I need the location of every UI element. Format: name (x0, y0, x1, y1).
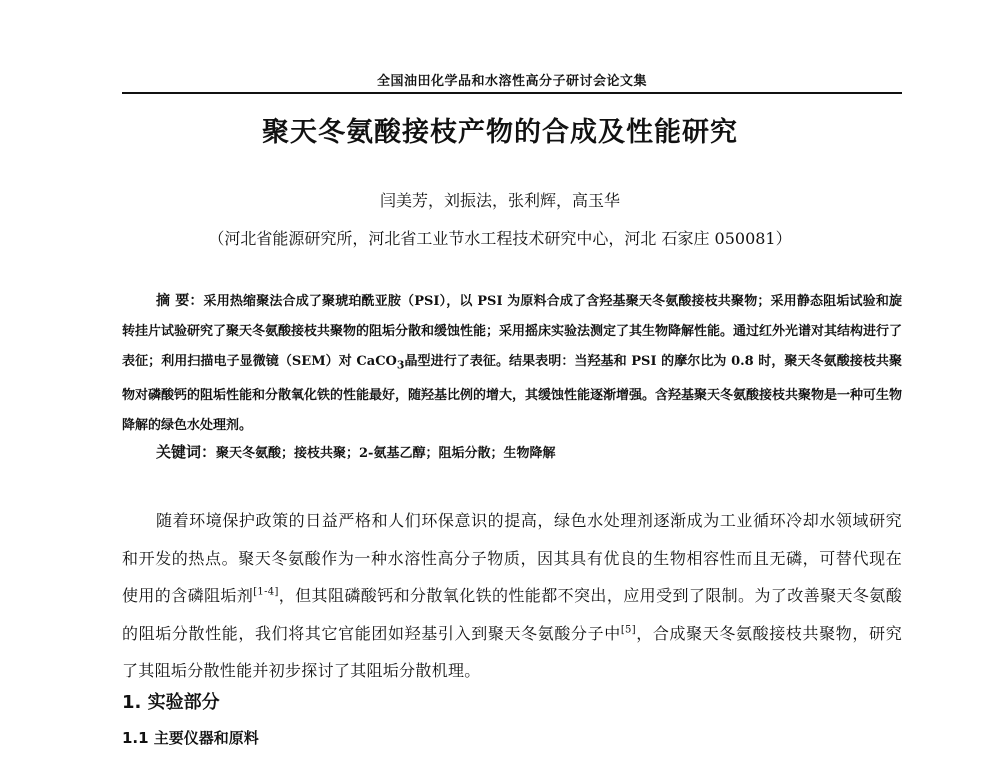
paper-title: 聚天冬氨酸接枝产物的合成及性能研究 (262, 117, 738, 148)
abstract-label: 摘 要： (156, 293, 204, 309)
keywords-text: 聚天冬氨酸；接枝共聚；2-氨基乙醇；阻垢分散；生物降解 (216, 446, 556, 461)
subsection-heading-materials: 1.1 主要仪器和原料 (122, 729, 259, 747)
abstract-text-2: 晶型进行了表征。结果表明：当羟基和 PSI 的摩尔比为 0.8 时，聚天冬氨酸接枝共聚物对磷酸钙的阻垢性能和分散氧化铁的性能最好，随羟基比例的增大，其缓蚀性能逐渐增强。含羟基聚天冬氨酸接枝共聚物是一种可生物降解的绿色水处理剂。 (122, 354, 903, 433)
running-header: 全国油田化学品和水溶性高分子研讨会论文集 (376, 74, 647, 89)
paper-affiliation: （河北省能源研究所，河北省工业节水工程技术研究中心，河北 石家庄 050081） (208, 229, 792, 248)
intro-text-3: ，合成聚天冬氨酸接枝共聚物，研究了其阻垢分散性能并初步探讨了其阻垢分散机理。 (122, 623, 902, 680)
intro-text-1: 随着环境保护政策的日益严格和人们环保意识的提高，绿色水处理剂逐渐成为工业循环冷却水领域研究和开发的热点。聚天冬氨酸作为一种水溶性高分子物质，因其具有优良的生物相容性而且无磷，可替代现在使用的含磷阻垢剂 (122, 511, 902, 605)
header-rule (122, 92, 902, 94)
keywords (156, 441, 902, 462)
paper-authors: 闫美芳，刘振法，张利辉，高玉华 (379, 191, 620, 210)
reference-5: [5] (620, 624, 636, 636)
intro-text-2: ，但其阻磷酸钙和分散氧化铁的性能都不突出，应用受到了限制。为了改善聚天冬氨酸的阻垢分散性能，我们将其它官能团如羟基引入到聚天冬氨酸分子中 (122, 586, 902, 643)
reference-1-4: [1-4] (253, 586, 279, 598)
abstract (122, 286, 902, 441)
keywords-label: 关键词： (156, 443, 217, 461)
intro-paragraph (122, 502, 902, 690)
abstract-subscript: 3 (396, 358, 405, 372)
section-heading-experimental: 1. 实验部分 (122, 692, 220, 713)
abstract-text-1: 采用热缩聚法合成了聚琥珀酰亚胺（PSI），以 PSI 为原料合成了含羟基聚天冬氨酸接枝共聚物；采用静态阻垢试验和旋转挂片试验研究了聚天冬氨酸接枝共聚物的阻垢分散和缓蚀性能；采用摇床实验法测定了其生物降解性能。通过红外光谱对其结构进行了表征；利用扫描电子显微镜（SEM）对 CaCO (122, 294, 903, 369)
